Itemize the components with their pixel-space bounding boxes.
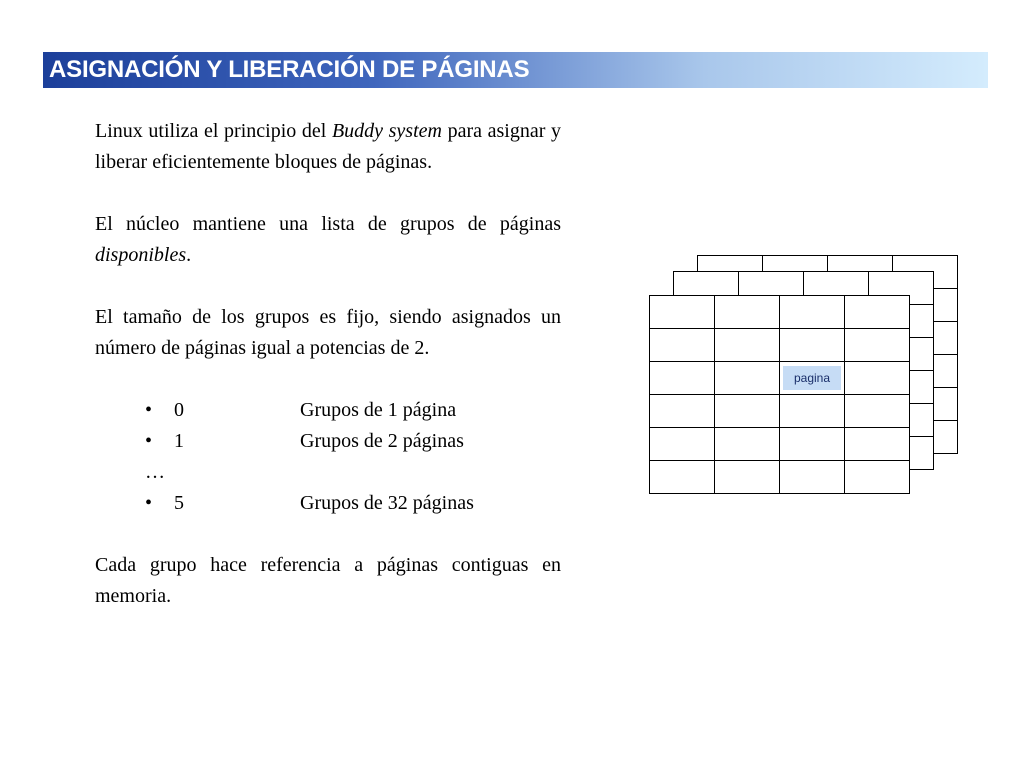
title-bar bbox=[43, 52, 988, 88]
slide-body bbox=[95, 116, 561, 612]
order-number: 1 bbox=[174, 430, 184, 452]
slide-title: ASIGNACIÓN Y LIBERACIÓN DE PÁGINAS bbox=[49, 56, 530, 83]
page-cell bbox=[650, 296, 715, 329]
list-item bbox=[95, 395, 561, 426]
page-cell bbox=[715, 461, 780, 494]
paragraph-2-text-end: . bbox=[186, 244, 192, 266]
page-cell bbox=[715, 329, 780, 362]
order-description: Grupos de 1 página bbox=[300, 399, 457, 421]
order-number: 0 bbox=[174, 399, 184, 421]
paragraph-buddy-system bbox=[95, 116, 561, 178]
list-item bbox=[95, 426, 561, 457]
paragraph-1-text: Linux utiliza el principio del bbox=[95, 120, 332, 142]
paragraph-group-size: El tamaño de los grupos es fijo, siendo asignados un número de páginas igual a potencias de 2. bbox=[95, 306, 561, 359]
page-cell bbox=[715, 296, 780, 329]
page-cell bbox=[780, 461, 845, 494]
page-cell bbox=[780, 395, 845, 428]
paragraph-2-text: El núcleo mantiene una lista de grupos de páginas bbox=[95, 213, 561, 235]
order-number: 5 bbox=[174, 492, 184, 514]
page-cell bbox=[780, 296, 845, 329]
page-cell bbox=[715, 362, 780, 395]
paragraph-free-lists bbox=[95, 209, 561, 271]
list-ellipsis: … bbox=[145, 461, 165, 483]
page-cell bbox=[715, 395, 780, 428]
page-cell bbox=[845, 362, 910, 395]
page-cell bbox=[780, 329, 845, 362]
page-cell bbox=[650, 362, 715, 395]
page-cell bbox=[845, 461, 910, 494]
order-list bbox=[95, 395, 561, 457]
bullet-dot: • bbox=[145, 430, 153, 452]
page-cell bbox=[650, 461, 715, 494]
pagina-label: pagina bbox=[783, 366, 841, 390]
page-cell bbox=[845, 428, 910, 461]
bullet-dot: • bbox=[145, 492, 153, 514]
page-cell bbox=[845, 395, 910, 428]
page-cell bbox=[780, 428, 845, 461]
page-cell bbox=[845, 296, 910, 329]
paragraph-1-text-end: para asignar y liberar eficientemente bloques de páginas. bbox=[95, 120, 562, 173]
bullet-dot: • bbox=[145, 399, 153, 421]
page-cell bbox=[845, 329, 910, 362]
page-cell bbox=[780, 362, 845, 395]
order-list-last bbox=[95, 488, 561, 519]
paragraph-contiguous: Cada grupo hace referencia a páginas contiguas en memoria. bbox=[95, 554, 561, 607]
disponibles-term: disponibles bbox=[95, 244, 187, 266]
buddy-system-term: Buddy system bbox=[331, 120, 442, 142]
list-item bbox=[95, 488, 561, 519]
page-cell bbox=[715, 428, 780, 461]
page-grid-layer bbox=[649, 295, 910, 494]
page-cell bbox=[650, 395, 715, 428]
page-cell bbox=[650, 428, 715, 461]
order-description: Grupos de 32 páginas bbox=[300, 492, 474, 514]
page-cell bbox=[650, 329, 715, 362]
order-description: Grupos de 2 páginas bbox=[300, 430, 464, 452]
